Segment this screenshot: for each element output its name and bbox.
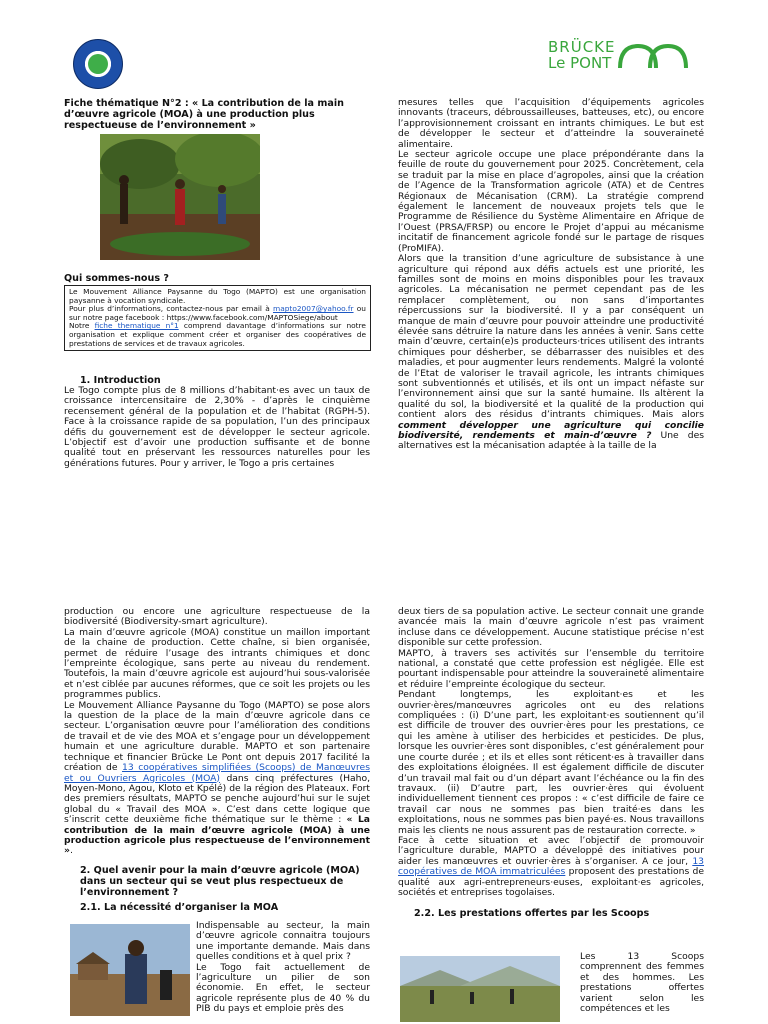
col4-paragraph-5: Les 13 Scoops comprennent des femmes et des hommes. Les prestations offertes varient selon les compétences et les bbox=[580, 951, 704, 1015]
who-section bbox=[64, 273, 370, 284]
workers-field-photo bbox=[100, 134, 260, 260]
scoops-link[interactable]: 13 coopératives simplifiées (Scoops) de Manœuvres et ou Ouvriers Agricoles (MOA) bbox=[64, 762, 370, 784]
col3-paragraph-3: Le Mouvement Alliance Paysanne du Togo (MAPTO) se pose alors la question de la place de la main d’œuvre agricole dans ce secteur. L’organisation œuvre pour l’amélioration des conditions de travail et de vie des MOA et s’engage pour un développement humain et une agriculture durable. MAPTO et son partenaire technique et financier Brücke Le Pont ont depuis 2017 facilité la création de 13 coopératives simplifiées (Scoops) de Manœuvres et ou Ouvriers Agricoles (MOA) dans cinq préfectures (Haho, Moyen-Mono, Agou, Kloto et Kpélé) de la région des Plateaux. Fort des premiers résultats, MAPTO se penche aujourd’hui sur le sujet global du « Travail des MOA ». C’est dans cette logique que s’inscrit cette deuxième fiche thématique sur le thème : « La contribution de la main d’œuvre agricole (MOA) à une production agricole plus respectueuse de l’environnement ». bbox=[64, 699, 370, 857]
column-4 bbox=[398, 607, 704, 919]
bridge-arches-icon bbox=[618, 40, 688, 70]
section-2-1-heading: 2.1. La nécessité d’organiser la MOA bbox=[80, 901, 279, 913]
col3-paragraph-4: Indispensable au secteur, la main d’œuvre agricole connaitra toujours une importante demande. Mais dans quelles conditions et à quel prix ? bbox=[196, 920, 370, 963]
facebook-link[interactable]: https://www.facebook.com/MAPTOSiege/about bbox=[166, 312, 338, 322]
brucke-le-pont-logo bbox=[548, 40, 688, 70]
col3-paragraph-5: Le Togo fait actuellement de l’agriculture un pilier de son économie. En effet, le secteur agricole représente plus de 40 % du PIB du pays et emploie près des bbox=[196, 961, 370, 1015]
intro-heading: 1. Introduction bbox=[80, 375, 161, 386]
mapto-logo-icon bbox=[88, 54, 108, 74]
col2-paragraph-3: Alors que la transition d’une agriculture de subsistance à une agriculture qui répond aux défis actuels est une priorité, les familles sont de moins en moins disponibles pour les travaux agricoles. La mécanisation ne permet cependant pas de les remplacer complètement, ou non sans d’importantes répercussions sur la biodiversité. Il y a par conséquent un manque de main d’œuvre pour pouvoir atteindre une productivité élevée sans détruire la nature dans les années à venir. Sans cette main d’œuvre, certain(e)s producteurs·trices utilisent des intrants chimiques pour désherber, se débarrasser des nuisibles et des maladies, et pour augmenter leurs rendements. Malgré la volonté de l’Etat de valoriser le travail agricole, les intrants chimiques sont subventionnés et utilisés, et ils ont un impact néfaste sur l’environnement ainsi que sur la santé humaine. Ils altèrent la qualité du sol, la biodiversité et la qualité de la production qui contient alors des résidus d’intrants chimiques. Mais alors comment développer une agriculture qui concilie biodiversité, rendements et main-d’œuvre ? Une des alternatives est la mécanisation adaptée à la taille de la bbox=[398, 253, 705, 452]
fiche-1-link[interactable]: fiche thematique n°1 bbox=[94, 321, 179, 331]
section-2-heading: 2. Quel avenir pour la main d’œuvre agricole (MOA) dans un secteur qui se veut plus respectueux de l’environnement ? bbox=[80, 864, 360, 898]
moa-worker-photo bbox=[70, 924, 190, 1016]
page-title: Fiche thématique N°2 : « La contribution de la main d’œuvre agricole (MOA) à une production plus respectueuse de l’environnement » bbox=[64, 98, 344, 131]
column-1 bbox=[64, 98, 370, 131]
mapto-logo bbox=[73, 39, 123, 89]
col4-paragraph-4: Face à cette situation et avec l’objectif de promouvoir l’agriculture durable, MAPTO a développé des initiatives pour aider les manœuvres et ouvrier·ères à s’organiser. A ce jour, 13 coopératives de MOA immatriculées proposent des prestations de qualité aux agri-entrepreneurs·euses, exploitant·es agricoles, sociétés et entreprises togolaises. bbox=[398, 834, 705, 898]
col4-paragraph-2: MAPTO, à travers ses activités sur l’ensemble du territoire national, a constaté que cette profession est négligée. Elle est pourtant indispensable pour atteindre la souveraineté alimentaire et réduire l’empreinte écologique du secteur. bbox=[398, 647, 704, 690]
col3-paragraph-1: production ou encore une agriculture respectueuse de la biodiversité (Biodiversity-smart agriculture). bbox=[64, 606, 370, 628]
email-link[interactable]: mapto2007@yahoo.fr bbox=[273, 304, 354, 314]
info-box bbox=[64, 285, 371, 351]
who-heading: Qui sommes-nous ? bbox=[64, 273, 169, 284]
col4-paragraph-1: deux tiers de sa population active. Le secteur connait une grande avancée mais la main d’œuvre agricole n’est pas vraiment incluse dans ce développement. Aucune statistique précise n’est disponible sur cette profession. bbox=[398, 606, 704, 649]
column-2 bbox=[398, 98, 704, 452]
moa-cooperatives-link[interactable]: 13 coopératives de MOA immatriculées bbox=[398, 855, 705, 878]
logo-line-2: Le PONT bbox=[548, 54, 612, 72]
section-2-1-text bbox=[196, 921, 370, 1015]
box-paragraph-2: Pour plus d’informations, contactez-nous par email à mapto2007@yahoo.fr ou sur notre page facebook : https://www.facebook.com/MAPTOSiege/about bbox=[69, 304, 366, 322]
introduction-section bbox=[64, 375, 370, 469]
box-paragraph-1: Le Mouvement Alliance Paysanne du Togo (MAPTO) est une organisation paysanne à vocation syndicale. bbox=[69, 287, 366, 305]
box-paragraph-3: Notre fiche thematique n°1 comprend davantage d’informations sur notre organisation et explique comment créer et organiser des coopératives de prestations de services et de travaux agricoles. bbox=[69, 321, 366, 348]
section-2-2-heading: 2.2. Les prestations offertes par les Scoops bbox=[414, 908, 650, 920]
col4-paragraph-3: Pendant longtemps, les exploitant·es et les ouvrier·ères/manœuvres agricoles ont eu des relations compliquées : (i) D’une part, les exploitant·es soutiennent qu’il est difficile de trouver des ouvrier·ères pour les prestations, ce qui les amène à utiliser des herbicides et pesticides. De plus, lorsque les ouvrier·ères sont disponibles, c’est généralement pour une courte durée ; et ils et elles sont réticent·es à travailler dans des exploitations éloignées. Il est également difficile de discuter d’un travail mal fait ou d’un départ avant l’échéance ou la fin des travaux. (ii) D’autre part, les ouvrier·ères qui évoluent individuellement tiennent ces propos : « c’est difficile de faire ce travail car nous ne sommes pas bien traité·es dans les exploitations, nous ne sommes pas bien payé·es. Nous travaillons mais les clients ne nous assurent pas de restauration correcte. » bbox=[398, 689, 704, 836]
col2-paragraph-1: mesures telles que l’acquisition d’équipements agricoles innovants (traceurs, débroussailleuses, batteuses, etc), ou encore l’approvisionnement croissant en intrants chimiques. Le but est de développer le secteur et d’atteindre la souveraineté alimentaire. bbox=[398, 97, 704, 150]
logo-line-1: BRÜCKE bbox=[548, 38, 616, 56]
section-2-2-text bbox=[580, 952, 704, 1014]
intro-text: Le Togo compte plus de 8 millions d’habitant·es avec un taux de croissance intercensitaire de 2,30% - d’après le cinquième recensement général de la population et de l’habitat (RGPH-5). Face à la croissance rapide de sa population, l’un des principaux défis du gouvernement est de développer le secteur agricole. L’objectif est d’avoir une production suffisante et de bonne qualité tout en préservant les ressources naturelles pour les générations futures. Pour y arriver, le Togo a pris certaines bbox=[64, 385, 370, 469]
col2-paragraph-2: Le secteur agricole occupe une place prépondérante dans la feuille de route du gouvernement pour 2025. Concrètement, cela se traduit par la mise en place d’agropoles, ainsi que la création de l’Agence de la Transformation agricole (ATA) et de Centres Régionaux de Mécanisation (CRM). La stratégie comprend également le lancement de nouveaux projets tels que le Programme de Résilience du Système Alimentaire en Afrique de l’Ouest (PRSA/FRSP) ou encore le Projet d’appui au mécanisme incitatif de financement agricole fondé sur le partage de risques (ProMIFA). bbox=[398, 149, 704, 254]
col3-paragraph-2: La main d’œuvre agricole (MOA) constitue un maillon important de la chaine de production. Cette chaîne, si bien organisée, permet de réduire l’usage des intrants chimiques et donc l’empreinte écologique, sans perte au niveau du rendement. Toutefois, la main d’œuvre agricole est aujourd’hui sous-valorisée et n’est ciblée par aucunes réformes, que ce soit les projets ou les programmes publics. bbox=[64, 626, 370, 701]
scoops-field-photo bbox=[400, 956, 560, 1022]
column-3 bbox=[64, 607, 370, 913]
